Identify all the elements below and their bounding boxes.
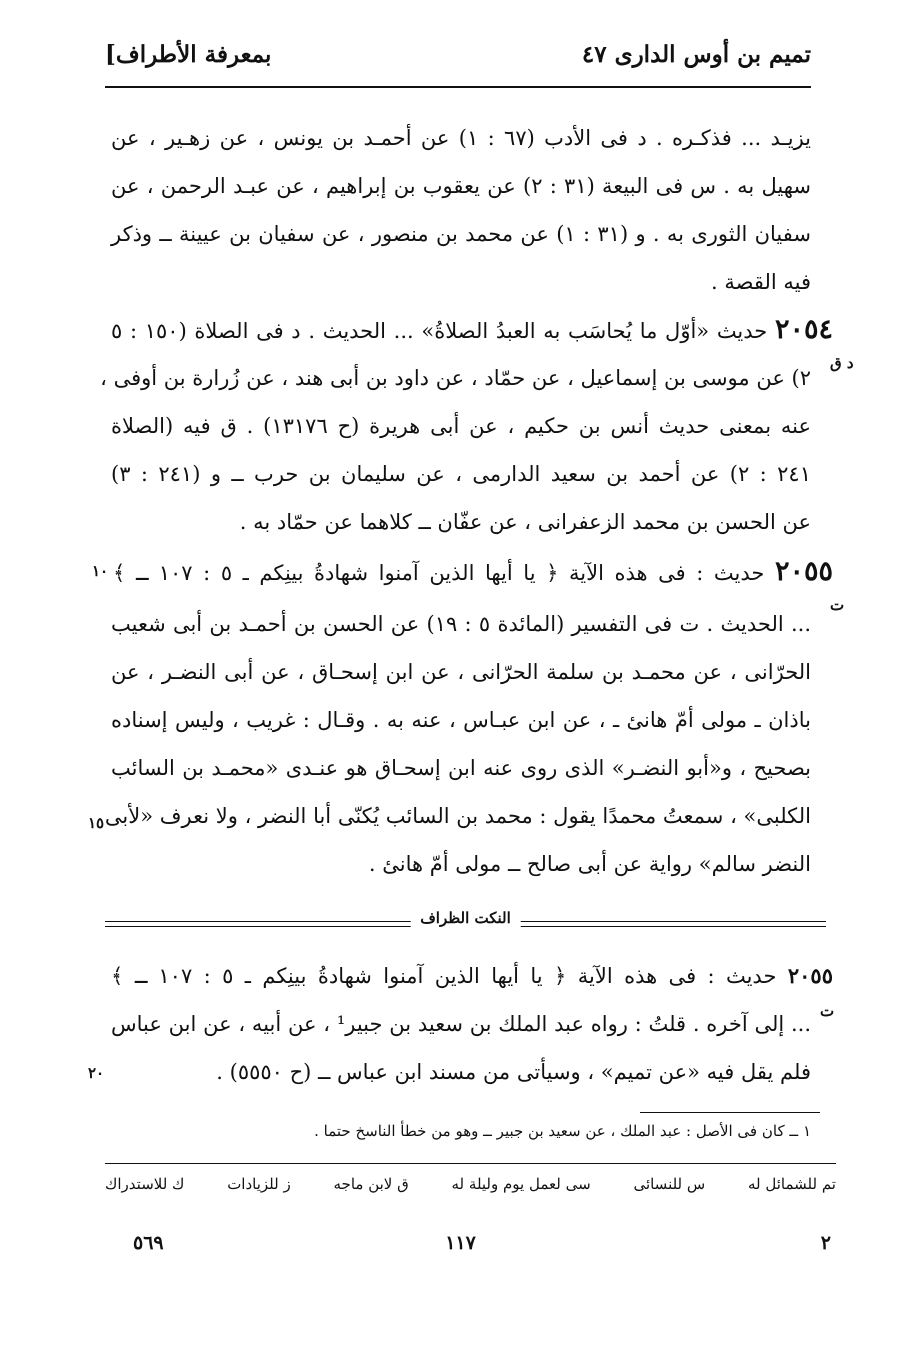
text-line: ... إلى آخره . قلتُ : رواه عبد الملك بن سعيد بن جبير¹ ، عن أبيه ، عن ابن عباس xyxy=(111,1012,812,1036)
divider-label: النكت الظراف xyxy=(410,909,521,927)
text-line: سهيل به . س فى البيعة (٣١ : ٢) عن يعقوب بن إبراهيم ، عن عبـد الرحمن ، عن xyxy=(111,174,812,198)
text-line: النضر سالم» رواية عن أبى صالح ــ مولى أمّ هانئ . xyxy=(368,852,811,876)
text-line: ٢٠٥٥ حديث : فى هذه الآية ﴿ يا أيها الذين آمنوا شهادةُ بينِكم ـ ٥ : ١٠٧ ـ ﴾ xyxy=(111,963,833,988)
text-line: يزيـد ... فذكـره . د فى الأدب (٦٧ : ١) عن أحمـد بن يونس ، عن زهـير ، عن xyxy=(111,126,811,150)
sigla-key xyxy=(105,1175,836,1205)
page-number: ١١٧ xyxy=(445,1232,476,1254)
text-line: عن الحسن بن محمد الزعفرانى ، عن عفّان ــ كلاهما عن حمّاد به . xyxy=(239,510,811,534)
intro-paragraph xyxy=(111,114,811,306)
overall-page-number: ٥٦٩ xyxy=(133,1232,164,1254)
header-section-title: بمعرفة الأطراف] xyxy=(105,40,272,68)
text-line: عنه بمعنى حديث أنس بن حكيم ، عن أبى هريرة (ح ١٣١٧٦) . ق فيه (الصلاة xyxy=(111,414,811,438)
nukat-divider xyxy=(105,909,826,934)
text-line: الحرّانى ، عن محمـد بن سلمة الحرّانى ، عن ابن إسحـاق ، عن أبى النضـر ، عن xyxy=(111,660,811,684)
text-line: الكلبى» ، سمعتُ محمدًا يقول : محمد بن السائب يُكنّى أبا النضر ، ولا نعرف «لأبى xyxy=(104,804,811,828)
margin-siglum: د ق xyxy=(830,354,854,372)
text-line: باذان ـ مولى أمّ هانئ ـ ، عن ابن عبـاس ، عنه به . وقـال : غريب ، وليس إسناده xyxy=(111,708,811,732)
siglum-item: ز للزيادات xyxy=(227,1175,291,1193)
nukat-entry xyxy=(111,952,833,1000)
nukat-body xyxy=(111,1000,811,1096)
header-rule xyxy=(105,86,811,88)
sigla-rule xyxy=(105,1163,836,1164)
margin-line-number: ٢٠ xyxy=(88,1064,105,1082)
margin-siglum: ت xyxy=(820,1002,835,1020)
entry-number: ٢٠٥٥ xyxy=(787,963,833,988)
text-line: ... الحديث . ت فى التفسير (المائدة ٥ : ١٩) عن الحسن بن أحمـد بن أبى شعيب xyxy=(111,612,812,636)
text-line: ٢) عن موسى بن إسماعيل ، عن حمّاد ، عن داود بن أبى هند ، عن زُرارة بن أوفى ، xyxy=(100,366,811,390)
margin-siglum: ت xyxy=(830,596,845,614)
text-line: ٢٠٥٥ حديث : فى هذه الآية ﴿ يا أيها الذين آمنوا شهادةُ بينِكم ـ ٥ : ١٠٧ ـ ﴾ xyxy=(113,556,833,587)
footnote-rule xyxy=(640,1112,820,1113)
header-chapter-title: تميم بن أوس الدارى ٤٧ xyxy=(581,40,811,68)
siglum-item: تم للشمائل له xyxy=(747,1175,836,1193)
siglum-item: ك للاستدراك xyxy=(105,1175,185,1193)
text-line: سفيان الثورى به . و (٣١ : ١) عن محمد بن منصور ، عن سفيان بن عيينة ــ وذكر xyxy=(111,222,811,246)
hadith-2054 xyxy=(111,306,833,355)
running-header xyxy=(105,30,811,78)
siglum-item: س للنسائى xyxy=(633,1175,706,1193)
text-line: فلم يقل فيه «عن تميم» ، وسيأتى من مسند ابن عباس ــ (ح ٥٥٥٠) . xyxy=(216,1060,811,1084)
siglum-item: ق لابن ماجه xyxy=(333,1175,409,1193)
text-line: ٢٠٥٤ حديث «أوّل ما يُحاسَب به العبدُ الصلاةُ» ... الحديث . د فى الصلاة (١٥٠ : ٥ xyxy=(111,314,833,345)
hadith-number: ٢٠٥٤ xyxy=(774,314,833,345)
margin-line-number: ١٥ xyxy=(88,814,105,832)
text-line: فيه القصة . xyxy=(711,270,811,294)
volume-number: ٢ xyxy=(820,1232,831,1254)
text-line: ٢٤١ : ٢) عن أحمد بن سعيد الدارمى ، عن سليمان بن حرب ــ و (٢٤١ : ٣) xyxy=(111,462,811,486)
siglum-item: سى لعمل يوم وليلة له xyxy=(451,1175,591,1193)
hadith-number: ٢٠٥٥ xyxy=(774,556,833,587)
hadith-2054-body xyxy=(100,354,811,546)
text-line: بصحيح ، و«أبو النضـر» الذى روى عنه ابن إسحـاق هو عنـدى «محمـد بن السائب xyxy=(111,756,811,780)
margin-line-number: ١٠ xyxy=(92,562,109,580)
footnote: ١ ــ كان فى الأصل : عبد الملك ، عن سعيد بن جبير ــ وهو من خطأ الناسخ حتما . xyxy=(314,1122,811,1140)
hadith-2055-body xyxy=(104,600,812,888)
hadith-2055 xyxy=(113,548,833,597)
